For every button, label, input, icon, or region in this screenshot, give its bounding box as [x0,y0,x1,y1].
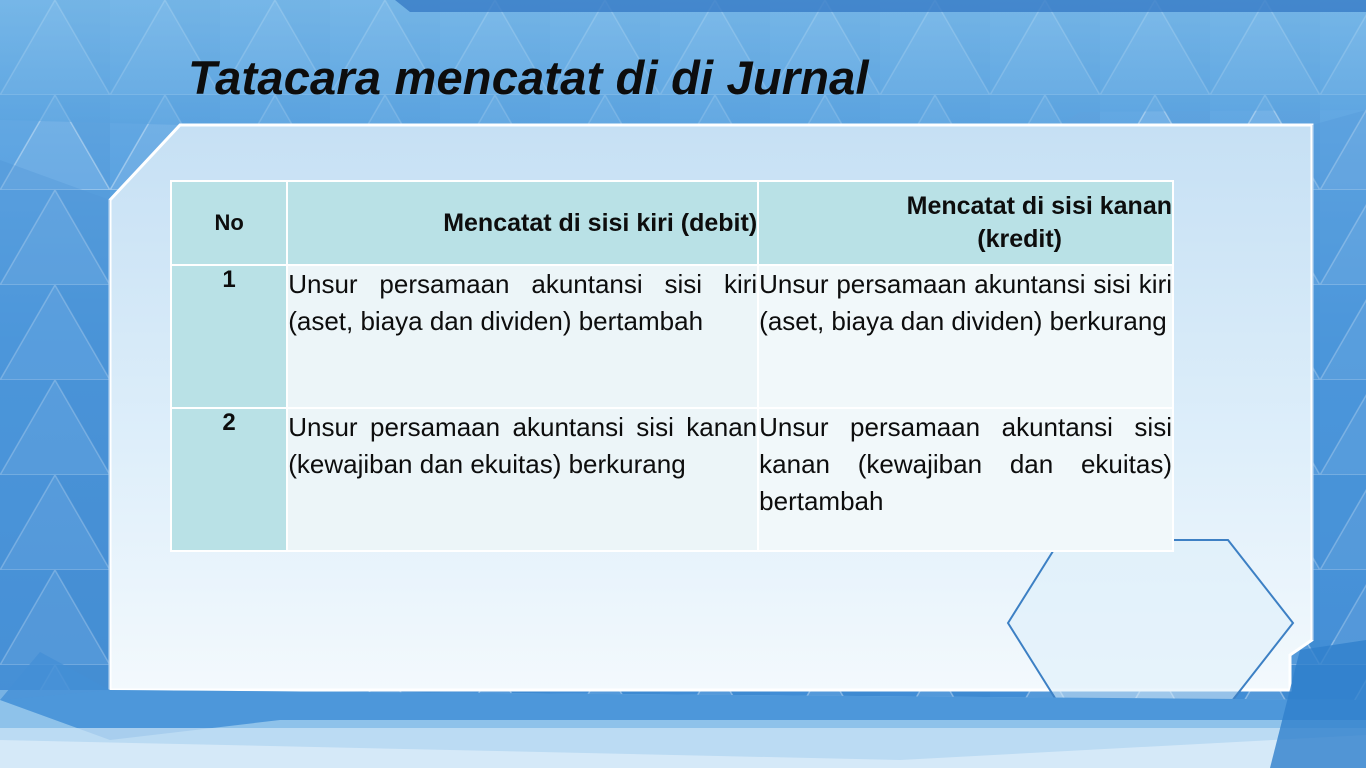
table-header-row [171,181,1173,265]
header-kredit-line1: Mencatat di sisi kanan [906,192,1172,220]
row-number: 1 [171,265,287,408]
debit-cell: Unsur persamaan akuntansi sisi kiri (aset, biaya dan dividen) bertambah [287,265,758,408]
table-row [171,408,1173,551]
journal-table [170,180,1174,552]
header-no: No [171,181,287,265]
kredit-cell: Unsur persamaan akuntansi sisi kiri (aset, biaya dan dividen) berkurang [758,265,1173,408]
slide-title: Tatacara mencatat di di Jurnal [188,51,869,104]
table-row [171,265,1173,408]
debit-cell: Unsur persamaan akuntansi sisi kanan (kewajiban dan ekuitas) berkurang [287,408,758,551]
header-kredit [758,181,1173,265]
kredit-cell: Unsur persamaan akuntansi sisi kanan (kewajiban dan ekuitas) bertambah [758,408,1173,551]
header-debit: Mencatat di sisi kiri (debit) [287,181,758,265]
header-kredit-line2: (kredit) [977,225,1062,253]
row-number: 2 [171,408,287,551]
